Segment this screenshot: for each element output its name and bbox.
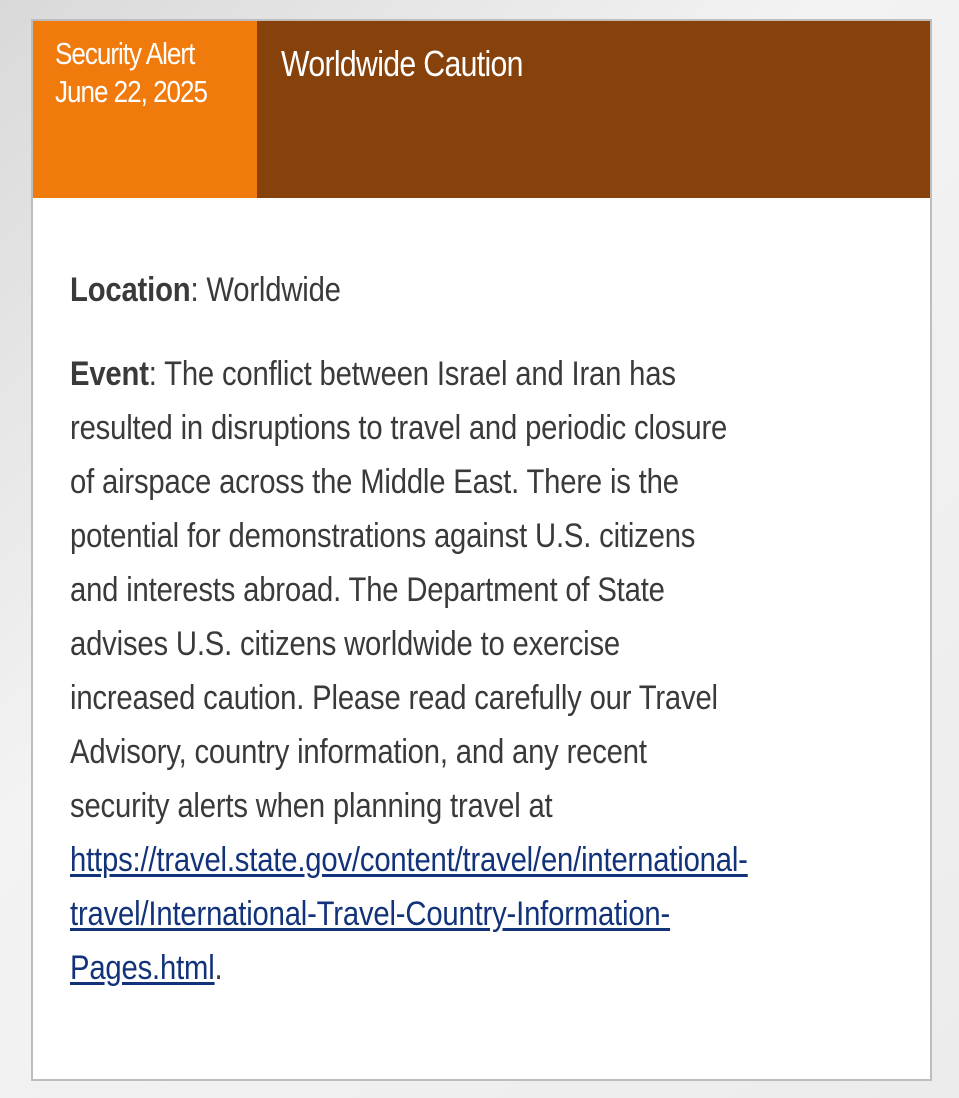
location-value: Worldwide [198,271,341,309]
alert-date: June 22, 2025 [55,74,207,109]
event-label: Event [70,355,149,393]
alert-header [33,21,930,198]
event-text: and interests abroad. The Department of State [70,571,665,609]
event-separator: : [148,355,157,393]
event-paragraph [70,347,930,995]
travel-link-line [70,887,810,941]
event-text: increased caution. Please read carefully our Travel [70,679,718,717]
alert-tag [33,21,257,198]
alert-title-area [257,21,930,198]
event-text: security alerts when planning travel at [70,787,553,825]
travel-info-link-part-2[interactable]: travel/International-Travel-Country-Information- [70,895,671,933]
alert-title: Worldwide Caution [281,43,523,84]
travel-link-line [70,941,810,995]
travel-link-line [70,833,810,887]
event-text: The conflict between Israel and Iran has [156,355,676,393]
event-text: potential for demonstrations against U.S. citizens [70,517,696,555]
travel-info-link-part-1[interactable]: https://travel.state.gov/content/travel/en/international- [70,841,748,879]
alert-type: Security Alert [55,36,195,71]
location-line [70,263,810,317]
event-text: of airspace across the Middle East. There is the [70,463,679,501]
location-label: Location [70,271,191,309]
security-alert-card [31,19,932,1081]
event-text: advises U.S. citizens worldwide to exercise [70,625,621,663]
location-separator: : [190,271,199,309]
event-end-punctuation: . [214,949,223,987]
event-text: Advisory, country information, and any recent [70,733,647,771]
alert-body [70,263,930,995]
event-line [70,347,810,401]
travel-info-link-part-3[interactable]: Pages.html [70,949,215,987]
event-text: resulted in disruptions to travel and periodic closure [70,409,728,447]
